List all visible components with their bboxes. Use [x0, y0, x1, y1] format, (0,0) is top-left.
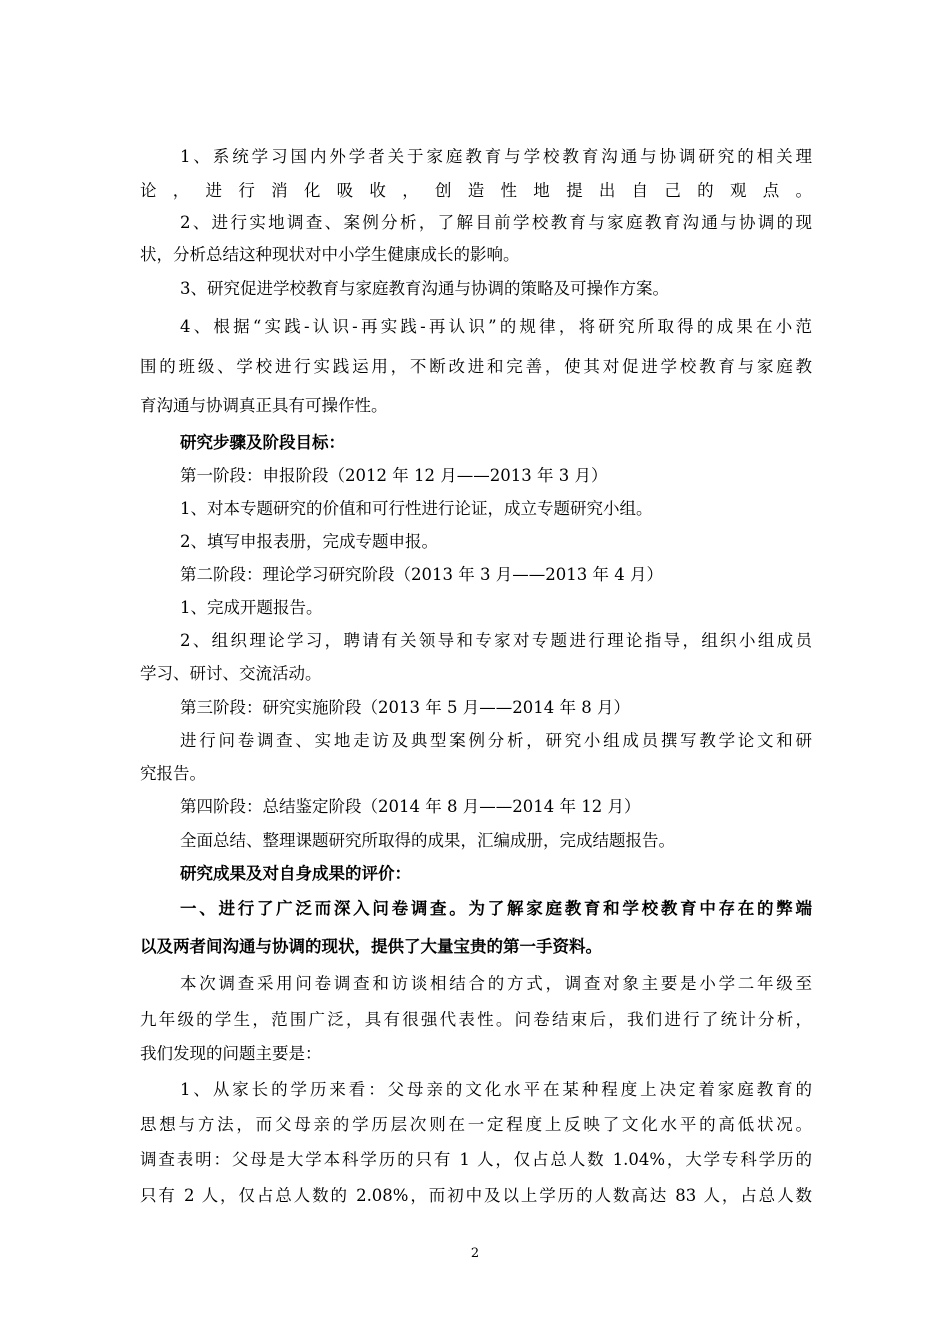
text-line: 学习、研讨、交流活动。 — [140, 664, 322, 683]
bold-paragraph-line: 以及两者间沟通与协调的现状，提供了大量宝贵的第一手资料。 — [140, 937, 602, 956]
text-line: 2、进行实地调查、案例分析，了解目前学校教育与家庭教育沟通与协调的现 — [180, 213, 812, 232]
stage-heading: 第二阶段：理论学习研究阶段（2013 年 3 月——2013 年 4 月） — [180, 565, 663, 584]
text-line: 1、对本专题研究的价值和可行性进行论证，成立专题研究小组。 — [180, 499, 653, 518]
text-line: 1、完成开题报告。 — [180, 598, 323, 617]
section-heading: 研究成果及对自身成果的评价： — [180, 864, 411, 883]
section-heading: 研究步骤及阶段目标： — [180, 433, 345, 452]
text-line: 只有 2 人，仅占总人数的 2.08%，而初中及以上学历的人数高达 83 人，占总人数 — [140, 1186, 812, 1205]
text-line: 思想与方法，而父母亲的学历层次则在一定程度上反映了文化水平的高低状况。 — [140, 1115, 812, 1134]
bold-paragraph-line: 一、进行了广泛而深入问卷调查。为了解家庭教育和学校教育中存在的弊端 — [180, 899, 812, 918]
text-line: 究报告。 — [140, 764, 206, 783]
stage-heading: 第四阶段：总结鉴定阶段（2014 年 8 月——2014 年 12 月） — [180, 797, 641, 816]
text-line: 九年级的学生，范围广泛，具有很强代表性。问卷结束后，我们进行了统计分析， — [140, 1010, 812, 1029]
text-line: 论，进行消化吸收，创造性地提出自己的观点。 — [140, 181, 812, 200]
text-line: 调查表明：父母是大学本科学历的只有 1 人，仅占总人数 1.04%，大学专科学历的 — [140, 1150, 812, 1169]
text-line: 3、研究促进学校教育与家庭教育沟通与协调的策略及可操作方案。 — [180, 279, 669, 298]
text-line: 围的班级、学校进行实践运用，不断改进和完善，使其对促进学校教育与家庭教 — [140, 357, 812, 376]
text-line: 我们发现的问题主要是： — [140, 1044, 322, 1063]
text-line: 2、填写申报表册，完成专题申报。 — [180, 532, 438, 551]
text-line: 进行问卷调查、实地走访及典型案例分析，研究小组成员撰写教学论文和研 — [180, 731, 812, 750]
text-line: 全面总结、整理课题研究所取得的成果，汇编成册，完成结题报告。 — [180, 831, 675, 850]
text-line: 1、从家长的学历来看：父母亲的文化水平在某种程度上决定着家庭教育的 — [180, 1080, 812, 1099]
text-line: 2、组织理论学习，聘请有关领导和专家对专题进行理论指导，组织小组成员 — [180, 631, 812, 650]
text-line: 4、根据“实践-认识-再实践-再认识”的规律，将研究所取得的成果在小范 — [180, 317, 812, 336]
text-line: 育沟通与协调真正具有可操作性。 — [140, 396, 388, 415]
text-line: 状，分析总结这种现状对中小学生健康成长的影响。 — [140, 245, 520, 264]
page-number: 2 — [470, 1246, 480, 1261]
text-line: 本次调查采用问卷调查和访谈相结合的方式，调查对象主要是小学二年级至 — [180, 974, 812, 993]
text-line: 1、系统学习国内外学者关于家庭教育与学校教育沟通与协调研究的相关理 — [180, 147, 812, 166]
stage-heading: 第三阶段：研究实施阶段（2013 年 5 月——2014 年 8 月） — [180, 698, 630, 717]
stage-heading: 第一阶段：申报阶段（2012 年 12 月——2013 年 3 月） — [180, 466, 608, 485]
